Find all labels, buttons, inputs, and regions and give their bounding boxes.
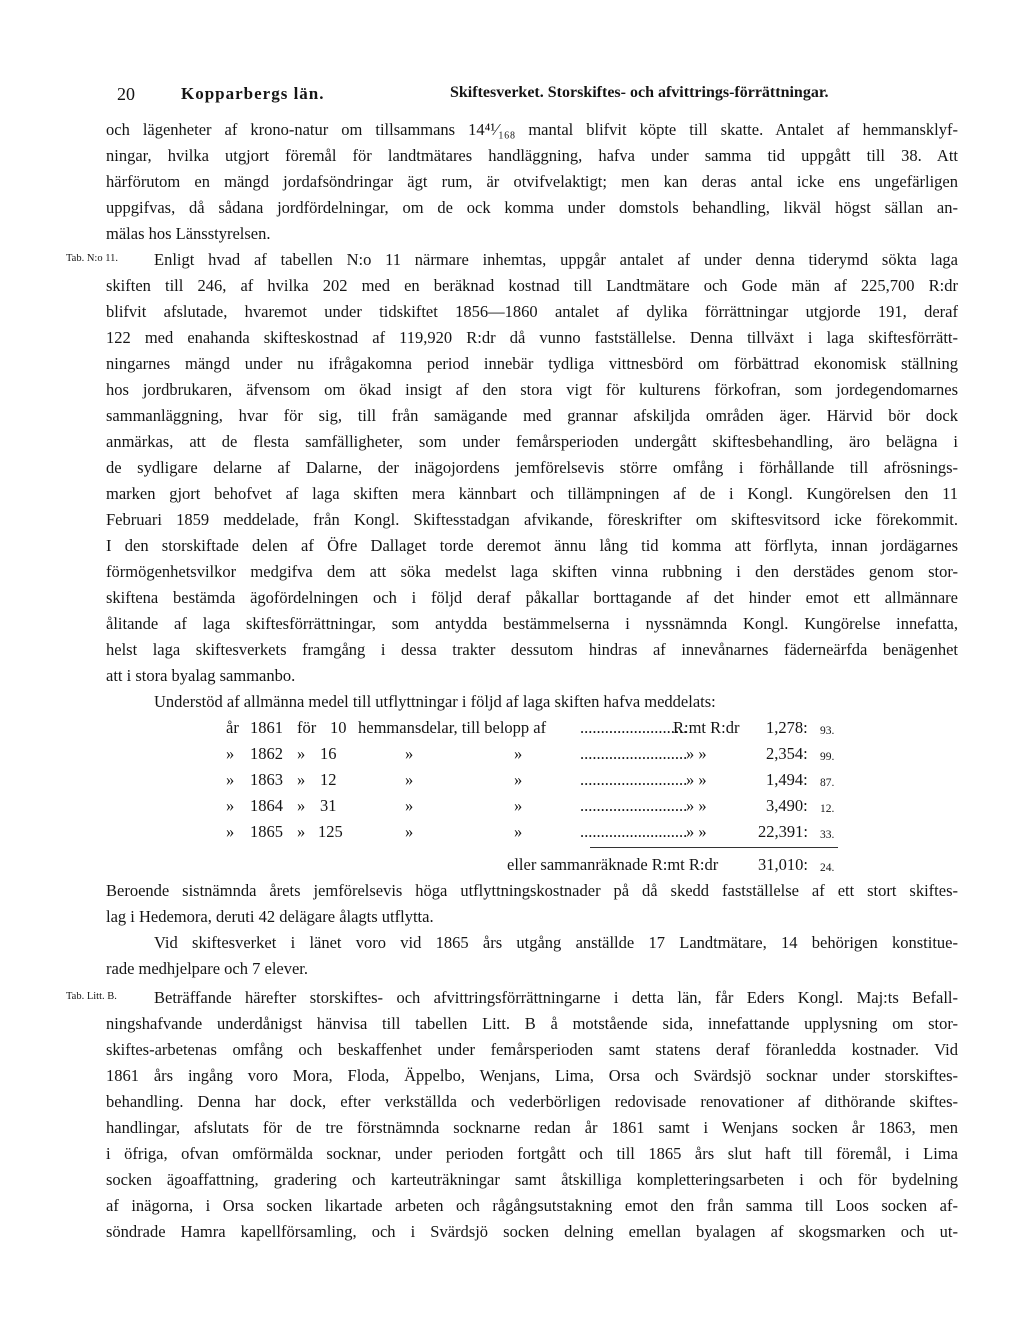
text-line: härförutom en mängd jordafsöndringar ägt rum, är otvifvelaktigt; men kan deras antal icke ens ungefärligen xyxy=(106,172,958,191)
cents: 87. xyxy=(820,777,835,789)
preposition: för xyxy=(297,718,317,737)
text-line: lag i Hedemora, deruti 42 delägare ålagts utflytta. xyxy=(106,907,434,926)
text-line: mälas hos Länsstyrelsen. xyxy=(106,224,271,243)
text-line: söndrade Hamra kapellförsamling, och i Svärdsjö socken delning emellan byalagen af skogsmarken och ut- xyxy=(106,1222,958,1241)
ditto-mark: » xyxy=(514,770,523,789)
text-line: skiftena bestämda ägofördelningen och i följd deraf påkallar borttagande af det hinder emot ett allmännare xyxy=(106,588,958,607)
table-row xyxy=(0,744,1024,764)
ditto-mark: » xyxy=(514,796,523,815)
text-line: förmögenhetsvilkor medgifva dem att söka medelst laga skiften vinna rubbning i den derstädes genom stor- xyxy=(106,562,958,581)
currency: » » xyxy=(686,744,707,763)
text-line: de sydligare delarne af Dalarne, der inägojordens jemförelsevis större omfång i förhållande till afrösnings- xyxy=(106,458,958,477)
total-cents: 24. xyxy=(820,862,835,874)
ditto-mark: » xyxy=(514,744,523,763)
text-line: socken ägoaffattning, gradering och karteuträkningar samt åtskilliga kompletteringsarbeten i och för bydelning xyxy=(106,1170,958,1189)
text-line: skiften till 246, af hvilka 202 med en beräknad kostnad till Landtmätare och Gode män af 225,700 R:dr xyxy=(106,276,958,295)
amount: 3,490: xyxy=(766,796,808,815)
preposition: » xyxy=(297,770,306,789)
amount: 2,354: xyxy=(766,744,808,763)
text-line: blifvit afslutade, hvaremot under tidskiftet 1856—1860 antalet af dylika förrättningar utgjorde 191, deraf xyxy=(106,302,958,321)
cents: 12. xyxy=(820,803,835,815)
text-line: i öfriga, ofvan omförmälda socknar, under perioden fortgått och till 1865 års slut haft till föremål, i Lima xyxy=(106,1144,958,1163)
cents: 99. xyxy=(820,751,835,763)
year: 1864 xyxy=(250,796,283,815)
text-line: anmärkas, att de flesta samfälligheter, som under femårsperioden undergått skiftesbehandling, äro belägna i xyxy=(106,432,958,451)
leader-dots: .......................... xyxy=(580,744,688,763)
text-line: ningshafvande underdånigst hänvisa till tabellen Litt. B å motstående sida, innefattande upplysning om stor- xyxy=(106,1014,958,1033)
text-line: 122 med enahanda skifteskostnad af 119,920 R:dr då vunno fastställelse. Denna tillväxt i laga skiftesförrätt- xyxy=(106,328,958,347)
text-line: ningarnes mängd under nu ifrågakomna period innebär tydliga vittnesbörd om förbättrad ekonomisk ställning xyxy=(106,354,958,373)
count: 10 xyxy=(330,718,347,737)
table-total-row xyxy=(0,855,1024,875)
text-line: af inägorna, i Orsa socken likartade arbeten och rågångsutstakning emot den från samma till Loos socken af- xyxy=(106,1196,958,1215)
cents: 93. xyxy=(820,725,835,737)
year-prefix: » xyxy=(226,796,235,815)
leader-dots: .......................... xyxy=(580,822,688,841)
table-row xyxy=(0,822,1024,842)
subsidy-intro: Understöd af allmänna medel till utflyttningar i följd af laga skiften hafva meddelats: xyxy=(154,692,716,711)
ditto-mark: » xyxy=(405,770,414,789)
text-line: Februari 1859 meddelade, från Kongl. Skiftesstadgan afvikande, föreskrifter om skiftesvitsord icke förekommit. xyxy=(106,510,958,529)
text-line: ålitande af laga skiftesförrättningar, som antydda bestämmelserna i nyssnämnda Kongl. Kungörelse innefatta, xyxy=(106,614,958,633)
ditto-mark: » xyxy=(405,796,414,815)
table-row xyxy=(0,770,1024,790)
text-line: 1861 års ingång voro Mora, Floda, Äppelbo, Wenjans, Lima, Orsa och Svärdsjö socknar under storskiftes- xyxy=(106,1066,958,1085)
year-prefix: » xyxy=(226,744,235,763)
margin-reference-tab-litt-b: Tab. Litt. B. xyxy=(66,991,117,1002)
preposition: » xyxy=(297,744,306,763)
text-line: Beträffande härefter storskiftes- och afvittringsförrättningarne i detta län, får Eders Kongl. Maj:ts Befall- xyxy=(154,988,958,1007)
text-line: rade medhjelpare och 7 elever. xyxy=(106,959,309,978)
year: 1863 xyxy=(250,770,283,789)
text-line: helst laga skiftesverkets framgång i dessa trakter dessutom hindras af innevånarnes fäderneärfda benägenhet xyxy=(106,640,958,659)
amount: 22,391: xyxy=(758,822,808,841)
text-line: handlingar, afslutats för de tre förstnämnda socknarne redan år 1861 samt i Wenjans socken år 1863, men xyxy=(106,1118,958,1137)
currency: » » xyxy=(686,770,707,789)
leader-dots: .......................... xyxy=(580,796,688,815)
leader-dots: .......................... xyxy=(580,770,688,789)
count: 12 xyxy=(320,770,337,789)
preposition: » xyxy=(297,822,306,841)
count: 125 xyxy=(318,822,343,841)
text-line: att i stora byalag sammanbo. xyxy=(106,666,296,685)
text-line: marken gjort behofvet af laga skiften mera kännbart och tillämpningen af de i Kongl. Kungörelsen den 11 xyxy=(106,484,958,503)
text-line: sammanläggning, hvar för sig, till från samägande med grannar afskiljda områden äger. Härvid bör dock xyxy=(106,406,958,425)
count: 16 xyxy=(320,744,337,763)
cents: 33. xyxy=(820,829,835,841)
total-rule xyxy=(590,847,838,848)
county-title: Kopparbergs län. xyxy=(181,84,325,103)
text-line: I den storskiftade delen af Öfre Dallaget torde deremot ännu lång tid komma att förflyta, innan jordägarnes xyxy=(106,536,958,555)
section-title: Skiftesverket. Storskiftes- och afvittrings-förrättningar. xyxy=(450,84,829,101)
year: 1861 xyxy=(250,718,283,737)
margin-reference-tab-11: Tab. N:o 11. xyxy=(66,253,118,264)
leader-dots: .......................... xyxy=(580,718,688,737)
year-prefix: år xyxy=(226,718,239,737)
page-number: 20 xyxy=(117,84,135,104)
amount: 1,494: xyxy=(766,770,808,789)
preposition: » xyxy=(297,796,306,815)
year: 1865 xyxy=(250,822,283,841)
ditto-mark: » xyxy=(405,822,414,841)
table-row xyxy=(0,796,1024,816)
ditto-mark: » xyxy=(514,822,523,841)
description: hemmansdelar, till belopp af xyxy=(358,718,547,737)
text-line: Beroende sistnämnda årets jemförelsevis höga utflyttningskostnader på då skedd fastställelse af ett stort skiftes- xyxy=(106,881,958,900)
text-line: skiftes-arbetenas omfång och beskaffenhet under femårsperioden samt statens deraf föranledda kostnader. Vid xyxy=(106,1040,958,1059)
text-line: Vid skiftesverket i länet voro vid 1865 års utgång anställde 17 Landtmätare, 14 behörigen konstitue- xyxy=(154,933,958,952)
table-row xyxy=(0,718,1024,738)
total-amount: 31,010: xyxy=(758,855,808,874)
amount: 1,278: xyxy=(766,718,808,737)
year-prefix: » xyxy=(226,770,235,789)
currency: R:mt R:dr xyxy=(673,718,740,737)
text-line: behandling. Denna har dock, efter verkställda och vederbörligen redovisade renovationer af dithörande skiftes- xyxy=(106,1092,958,1111)
text-line: och lägenheter af krono-natur om tillsammans 14⁴¹⁄₁₆₈ mantal blifvit köpte till skatte. Antalet af hemmansklyf- xyxy=(106,120,958,139)
text-line: hos jordbrukaren, äfvensom om ökad insigt af den stora vigt för kulturens förkofran, som jordegendomarnes xyxy=(106,380,958,399)
ditto-mark: » xyxy=(405,744,414,763)
currency: » » xyxy=(686,822,707,841)
year-prefix: » xyxy=(226,822,235,841)
count: 31 xyxy=(320,796,337,815)
currency: » » xyxy=(686,796,707,815)
text-line: ningar, hvilka utgjort föremål för landtmätares handläggning, hafva under samma tid uppgått till 38. Att xyxy=(106,146,958,165)
total-label: eller sammanräknade R:mt R:dr xyxy=(507,855,719,874)
text-line: uppgifvas, då sådana jordfördelningar, om de ock komma under domstols behandling, likväl högst sällan an- xyxy=(106,198,958,217)
year: 1862 xyxy=(250,744,283,763)
text-line: Enligt hvad af tabellen N:o 11 närmare inhemtas, uppgår antalet af under denna tiderymd sökta laga xyxy=(154,250,958,269)
